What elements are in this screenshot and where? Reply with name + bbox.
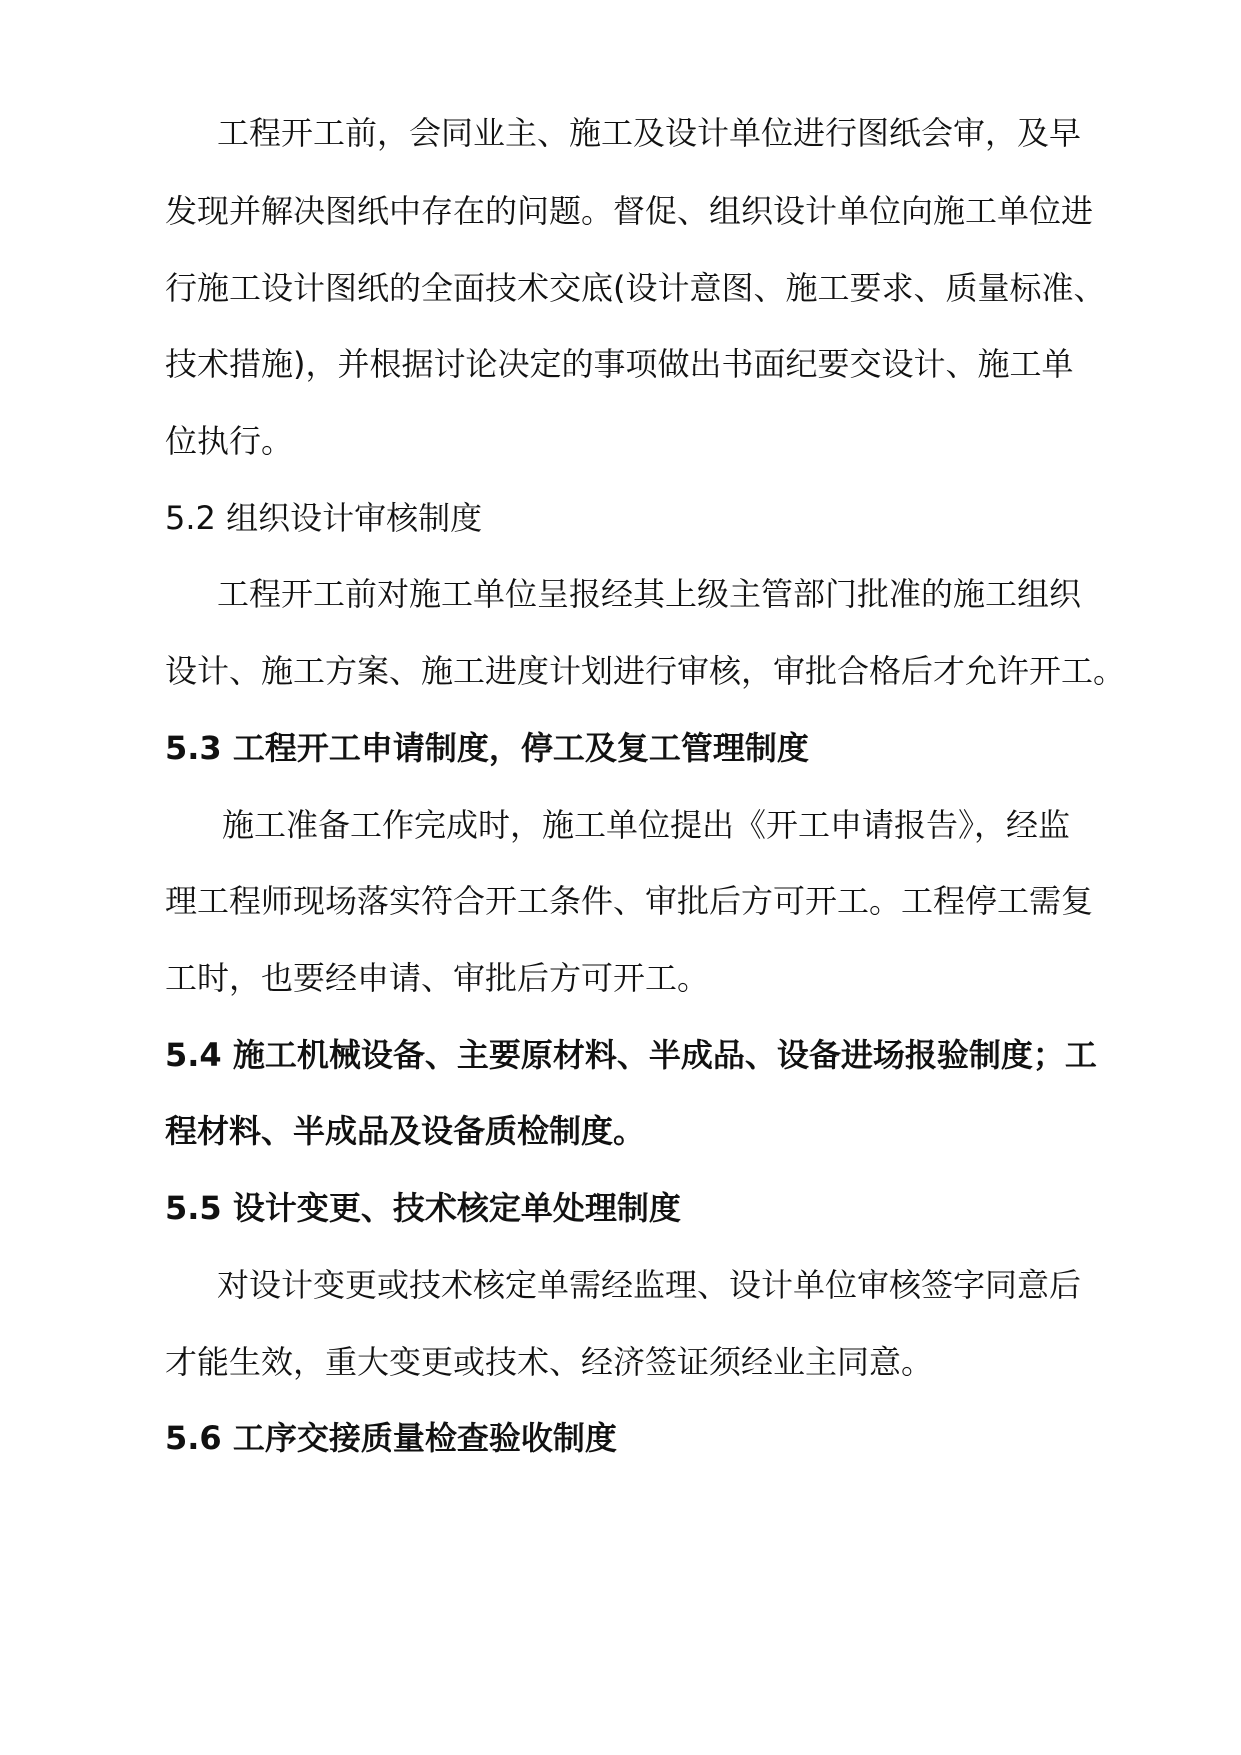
paragraph-line: 工时，也要经申请、审批后方可开工。 [165, 959, 710, 997]
section-heading-5-4-cont: 程材料、半成品及设备质检制度。 [165, 1112, 646, 1150]
paragraph-line: 理工程师现场落实符合开工条件、审批后方可开工。工程停工需复 [165, 882, 1094, 920]
paragraph-line: 行施工设计图纸的全面技术交底(设计意图、施工要求、质量标准、 [165, 269, 1106, 307]
paragraph-line: 对设计变更或技术核定单需经监理、设计单位审核签字同意后 [217, 1266, 1082, 1304]
section-heading-5-4: 5.4 施工机械设备、主要原材料、半成品、设备进场报验制度；工 [165, 1036, 1097, 1074]
paragraph-line: 位执行。 [165, 422, 294, 460]
paragraph-line: 才能生效，重大变更或技术、经济签证须经业主同意。 [165, 1343, 934, 1381]
paragraph-line: 工程开工前对施工单位呈报经其上级主管部门批准的施工组织 [217, 575, 1082, 613]
paragraph-line: 技术措施)，并根据讨论决定的事项做出书面纪要交设计、施工单 [165, 345, 1074, 383]
section-heading-5-2: 5.2 组织设计审核制度 [165, 499, 483, 537]
paragraph-line: 施工准备工作完成时，施工单位提出《开工申请报告》，经监 [222, 806, 1071, 844]
paragraph-line: 工程开工前，会同业主、施工及设计单位进行图纸会审，及早 [217, 114, 1082, 152]
section-heading-5-5: 5.5 设计变更、技术核定单处理制度 [165, 1189, 681, 1227]
section-heading-5-3: 5.3 工程开工申请制度，停工及复工管理制度 [165, 729, 809, 767]
paragraph-line: 设计、施工方案、施工进度计划进行审核，审批合格后才允许开工。 [165, 652, 1125, 690]
section-heading-5-6: 5.6 工序交接质量检查验收制度 [165, 1419, 617, 1457]
paragraph-line: 发现并解决图纸中存在的问题。督促、组织设计单位向施工单位进 [165, 192, 1094, 230]
